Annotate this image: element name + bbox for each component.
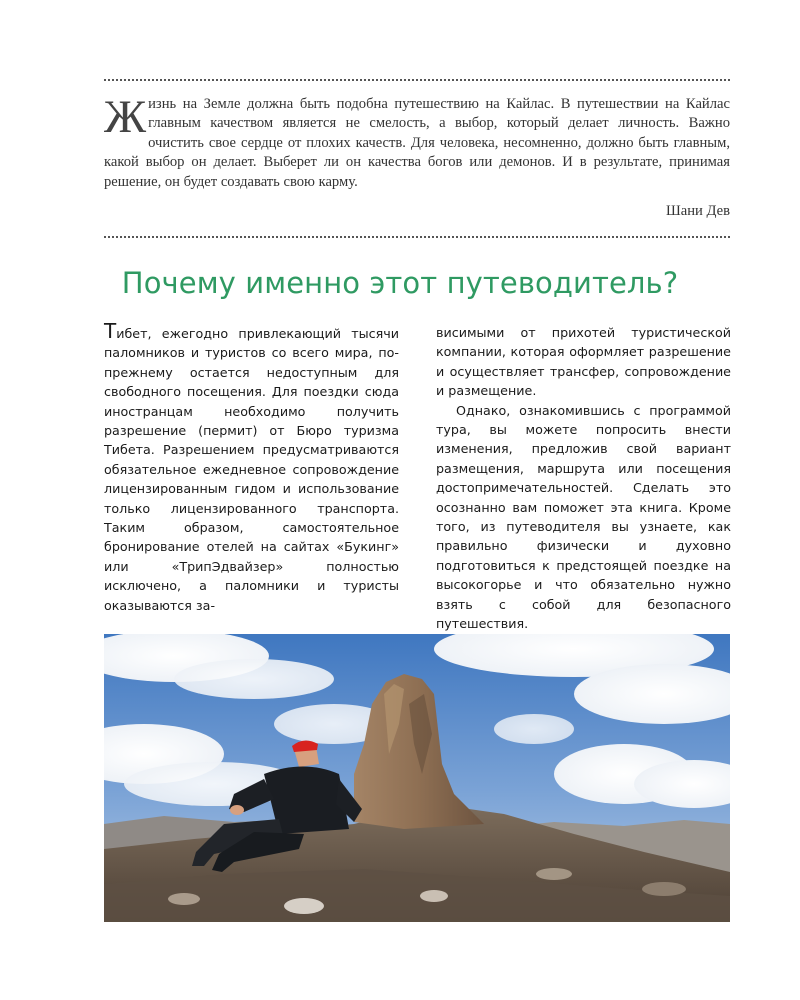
body-dropcap: Т [104,319,117,343]
body-paragraph-1-text: ибет, ежегодно привлекающий тысячи паломников и туристов со всего мира, по-прежнему остается недоступным для свободного посещения. Для поездки сюда иностранцам необходимо получить разрешение (пермит) от Бюро туризма Тибета. Разрешением предусматриваются обязательное ежедневное сопровождение лицензированным гидом и использование только лицензированного транспорта. Таким образом, самостоятельное бронирование отелей на сайтах «Букинг» или «ТрипЭдвайзер» полностью исключено, а паломники и туристы оказываются за- [104,326,399,613]
body-column-left [104,319,399,615]
epigraph-author: Шани Дев [666,203,730,219]
body-paragraph-continued: висимыми от прихотей туристической компании, которая оформляет разрешение и осуществляет трансфер, сопровождение и размещение. [436,325,731,399]
body-paragraph-1 [104,319,399,615]
epigraph [104,91,730,192]
body-paragraph-2: Однако, ознакомившись с программой тура, вы можете попросить внести изменения, предложив свой вариант размещения, маршрута или посещения достопримечательностей. Сделать это осознанно вам поможет эта книга. Кроме того, из путеводителя вы узнаете, как правильно физически и духовно подготовиться к предстоящей поездке на высокогорье и что обязательно нужно взять с собой для безопасного путешествия. [436,402,731,632]
epigraph-text: изнь на Земле должна быть подобна путешествию на Кайлас. В путешествии на Кайлас главным качеством является не смелость, а выбор, который делает личность. Важно очистить свое сердце от плохих качеств. Для человека, несомненно, должно быть главным, какой выбор он делает. Выберет ли он качества богов или демонов. И в результате, принимая решение, он будет создавать свою карму. [104,96,730,190]
bottom-dotted-divider [104,236,730,238]
top-dotted-divider [104,79,730,81]
hiker-on-mountain-photo [104,634,730,922]
section-heading: Почему именно этот путеводитель? [121,266,679,300]
epigraph-dropcap: Ж [104,91,147,143]
body-column-right [436,323,731,634]
